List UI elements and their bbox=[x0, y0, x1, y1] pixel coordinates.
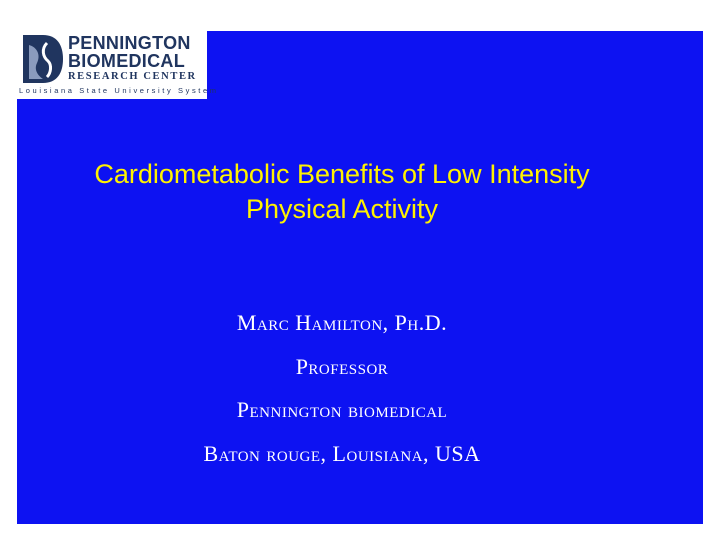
logo-tagline: Louisiana State University System bbox=[19, 86, 219, 95]
logo-text-line2: BIOMEDICAL bbox=[68, 51, 185, 71]
author-position: Professor bbox=[295, 354, 389, 379]
pennington-logo bbox=[15, 31, 219, 99]
slide-title-line2: Physical Activity bbox=[245, 194, 439, 224]
logo-text-line1: PENNINGTON bbox=[68, 33, 191, 53]
slide-title-line1: Cardiometabolic Benefits of Low Intensity bbox=[94, 159, 590, 189]
author-institution: Pennington biomedical bbox=[236, 397, 448, 422]
author-location: Baton rouge, Louisiana, USA bbox=[203, 441, 481, 466]
logo-text-line3: RESEARCH CENTER bbox=[68, 71, 197, 82]
author-name: Marc Hamilton, Ph.D. bbox=[236, 310, 448, 335]
pennington-logo-mark-icon bbox=[21, 35, 63, 83]
